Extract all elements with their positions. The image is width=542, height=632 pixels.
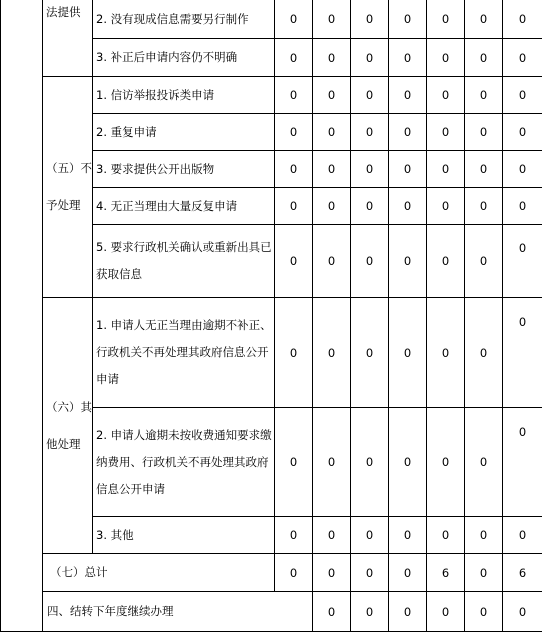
value-cell: 0 [389,298,427,408]
value-cell: 0 [427,151,465,188]
value-cell: 0 [465,298,503,408]
value-cell: 0 [427,408,465,517]
value-cell: 0 [275,114,313,151]
value-cell: 0 [465,408,503,517]
table-row [1,298,542,408]
value-cell: 0 [351,151,389,188]
value-cell: 0 [389,592,427,632]
value-cell: 0 [427,225,465,298]
value-cell: 0 [427,77,465,114]
value-cell: 0 [503,77,542,114]
value-cell: 0 [351,0,389,39]
value-cell: 0 [427,114,465,151]
value-cell: 0 [313,298,351,408]
row-desc: 1. 信访举报投诉类申请 [93,77,275,114]
value-cell: 0 [313,517,351,554]
category-label: （六）其他处理 [46,400,92,451]
value-cell: 0 [275,188,313,225]
value-cell: 0 [389,188,427,225]
value-cell: 0 [427,592,465,632]
value-cell: 6 [427,554,465,592]
value-cell: 0 [351,188,389,225]
value-cell: 0 [313,188,351,225]
value-cell: 0 [465,151,503,188]
value-cell: 0 [275,554,313,592]
value-cell: 6 [503,554,542,592]
value-cell: 0 [465,77,503,114]
row-desc: 3. 要求提供公开出版物 [93,151,275,188]
row-desc: 2. 申请人逾期未按收费通知要求缴纳费用、行政机关不再处理其政府信息公开申请 [93,408,275,517]
value-cell: 0 [465,225,503,298]
value-cell: 0 [503,298,542,408]
total-row [1,554,542,592]
value-cell: 0 [351,517,389,554]
value-cell: 0 [313,225,351,298]
value-cell: 0 [427,298,465,408]
value-cell: 0 [427,0,465,39]
value-cell: 0 [503,592,542,632]
value-cell: 0 [503,0,542,39]
value-cell: 0 [351,298,389,408]
value-cell: 0 [465,0,503,39]
row-desc: 3. 补正后申请内容仍不明确 [93,39,275,77]
table-row [1,77,542,114]
value-cell: 0 [351,39,389,77]
row-desc: 3. 其他 [93,517,275,554]
table-row [1,0,542,39]
row-desc: 2. 没有现成信息需要另行制作 [93,0,275,39]
row-desc: 2. 重复申请 [93,114,275,151]
value-cell: 0 [351,554,389,592]
value-cell: 0 [275,151,313,188]
value-cell: 0 [275,298,313,408]
value-cell: 0 [351,592,389,632]
value-cell: 0 [389,517,427,554]
value-cell: 0 [275,517,313,554]
value-cell: 0 [503,114,542,151]
total-label: （七）总计 [43,554,275,592]
value-cell: 0 [275,77,313,114]
value-cell: 0 [427,517,465,554]
value-cell: 0 [465,592,503,632]
value-cell: 0 [351,114,389,151]
value-cell: 0 [275,39,313,77]
value-cell: 0 [313,77,351,114]
value-cell: 0 [313,0,351,39]
value-cell: 0 [503,151,542,188]
value-cell: 0 [351,225,389,298]
category-cell [43,77,93,298]
value-cell: 0 [351,408,389,517]
value-cell: 0 [465,39,503,77]
value-cell: 0 [427,39,465,77]
carry-row [1,592,542,632]
value-cell: 0 [503,517,542,554]
value-cell: 0 [389,114,427,151]
value-cell: 0 [389,0,427,39]
value-cell: 0 [389,408,427,517]
value-cell: 0 [275,225,313,298]
value-cell: 0 [313,114,351,151]
value-cell: 0 [313,408,351,517]
value-cell: 0 [465,188,503,225]
row-desc: 1. 申请人无正当理由逾期不补正、行政机关不再处理其政府信息公开申请 [93,298,275,408]
left-margin-cell [1,0,43,632]
value-cell: 0 [465,114,503,151]
carry-label: 四、结转下年度继续办理 [43,592,313,632]
row-desc: 5. 要求行政机关确认或重新出具已获取信息 [93,225,275,298]
row-desc: 4. 无正当理由大量反复申请 [93,188,275,225]
value-cell: 0 [313,151,351,188]
value-cell: 0 [503,225,542,298]
value-cell: 0 [503,408,542,517]
value-cell: 0 [389,151,427,188]
category-cell [43,0,93,77]
value-cell: 0 [465,517,503,554]
value-cell: 0 [389,39,427,77]
category-cell [43,298,93,554]
category-label: （五）不予处理 [46,161,92,212]
value-cell: 0 [275,408,313,517]
category-label: 法提供 [46,5,81,19]
value-cell: 0 [313,554,351,592]
value-cell: 0 [503,39,542,77]
value-cell: 0 [313,39,351,77]
value-cell: 0 [503,188,542,225]
value-cell: 0 [389,554,427,592]
value-cell: 0 [389,77,427,114]
value-cell: 0 [427,188,465,225]
value-cell: 0 [389,225,427,298]
value-cell: 0 [275,0,313,39]
value-cell: 0 [465,554,503,592]
value-cell: 0 [351,77,389,114]
value-cell: 0 [313,592,351,632]
